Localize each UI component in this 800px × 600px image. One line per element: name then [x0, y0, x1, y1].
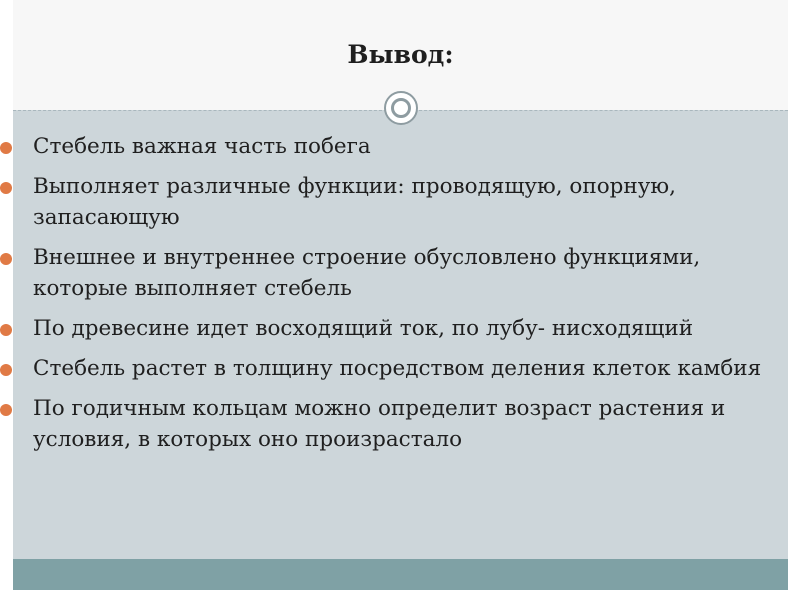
bullet-text: По древесине идет восходящий ток, по лубу- нисходящий [33, 316, 694, 341]
bullet-item [13, 171, 788, 233]
bullet-item [13, 353, 788, 384]
bullet-item [13, 393, 788, 455]
bullet-text: По годичным кольцам можно определит возраст растения и условия, в которых оно произрастало [33, 396, 726, 452]
bullet-text: Стебель важная часть побега [33, 134, 371, 159]
bullet-item [13, 313, 788, 344]
bullet-list [13, 131, 788, 464]
bullet-dot-icon [0, 404, 12, 416]
bullet-text: Стебель растет в толщину посредством деления клеток камбия [33, 356, 762, 381]
bullet-dot-icon [0, 364, 12, 376]
footer-bar [13, 559, 788, 590]
bullet-text: Внешнее и внутреннее строение обусловлено функциями, которые выполняет стебель [33, 245, 701, 301]
slide-title: Вывод: [347, 40, 454, 69]
bullet-dot-icon [0, 182, 12, 194]
circle-ornament-inner [391, 98, 411, 118]
slide [13, 0, 788, 590]
circle-ornament-icon [384, 91, 418, 125]
bullet-dot-icon [0, 253, 12, 265]
bullet-dot-icon [0, 142, 12, 154]
bullet-text: Выполняет различные функции: проводящую, опорную, запасающую [33, 174, 676, 230]
bullet-dot-icon [0, 324, 12, 336]
bullet-item [13, 242, 788, 304]
bullet-item [13, 131, 788, 162]
